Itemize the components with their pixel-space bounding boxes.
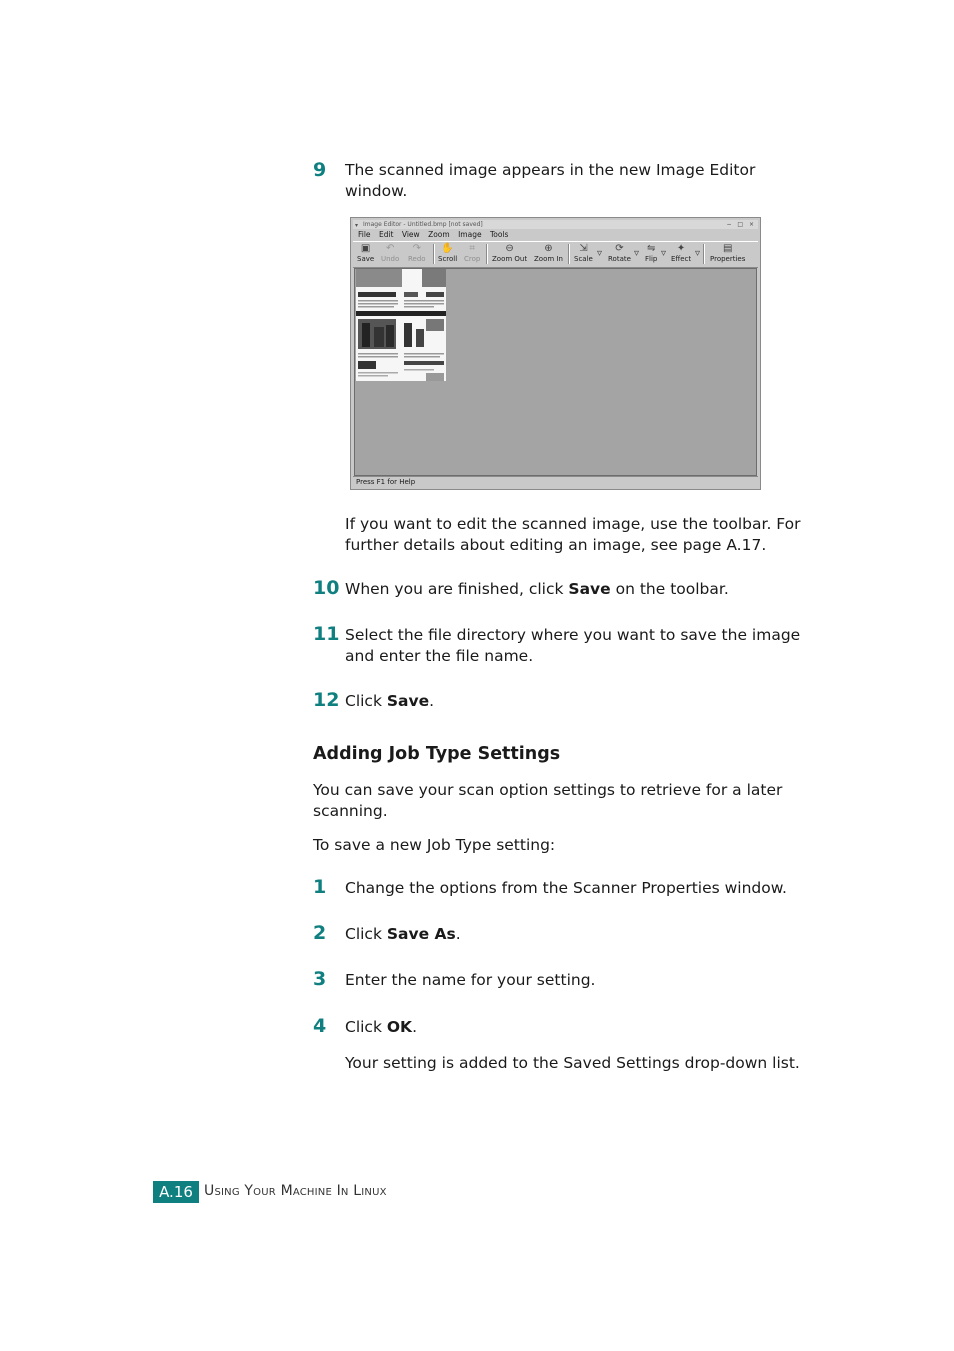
crop-icon: ⌗: [469, 243, 475, 254]
toolbar-separator: [433, 244, 435, 264]
window-menu-icon[interactable]: ▾: [355, 222, 359, 229]
step-number: 12: [313, 689, 340, 711]
redo-icon: ↷: [412, 243, 421, 254]
undo-button[interactable]: ↶ Undo: [381, 243, 400, 263]
scale-button[interactable]: ⇲ Scale: [574, 243, 593, 263]
editor-toolbar: [353, 241, 758, 268]
redo-button[interactable]: ↷ Redo: [408, 243, 426, 263]
step-text: Click Save.: [345, 692, 435, 710]
menu-tools[interactable]: Tools: [489, 230, 509, 239]
menu-zoom[interactable]: Zoom: [428, 230, 450, 239]
toolbar-separator: [486, 244, 488, 264]
effect-icon: ✦: [676, 243, 686, 254]
section-heading: Adding Job Type Settings: [313, 744, 561, 764]
menu-image[interactable]: Image: [458, 230, 482, 239]
image-canvas[interactable]: [354, 268, 757, 476]
crop-button[interactable]: ⌗ Crop: [464, 243, 481, 263]
step-text: The scanned image appears in the new Image Editor window.: [345, 161, 756, 200]
step-text: Enter the name for your setting.: [345, 971, 596, 989]
flip-button[interactable]: ⇋ Flip: [645, 243, 658, 263]
section-paragraph: You can save your scan option settings to retrieve for a later scanning.: [313, 781, 783, 820]
status-bar: Press F1 for Help: [353, 476, 758, 488]
image-editor-window: [350, 217, 761, 490]
chevron-down-icon: ▿: [695, 248, 701, 259]
step-text: Click OK.: [345, 1018, 417, 1036]
undo-icon: ↶: [385, 243, 395, 254]
menu-file[interactable]: File: [358, 230, 371, 239]
menu-bar: [353, 229, 758, 240]
menu-view[interactable]: View: [401, 230, 420, 239]
hand-icon: ✋: [441, 243, 454, 254]
chevron-down-icon: ▿: [661, 248, 667, 259]
step-text: Select the file directory where you want to save the image and enter the file name.: [345, 626, 801, 665]
rotate-dropdown[interactable]: [634, 248, 639, 260]
zoom-in-button[interactable]: ⊕ Zoom In: [534, 243, 563, 263]
save-button[interactable]: ▣ Save: [357, 243, 375, 263]
scale-icon: ⇲: [579, 243, 588, 254]
step-text: When you are finished, click Save on the toolbar.: [345, 580, 729, 598]
step-text: Change the options from the Scanner Properties window.: [345, 879, 787, 897]
zoom-in-icon: ⊕: [544, 243, 553, 254]
step-number: 9: [313, 159, 327, 181]
chevron-down-icon: ▿: [634, 248, 640, 259]
toolbar-separator: [568, 244, 570, 264]
rotate-button[interactable]: ⟳ Rotate: [608, 243, 631, 263]
properties-icon: ▤: [722, 243, 733, 254]
flip-icon: ⇋: [646, 243, 656, 254]
chapter-title: Using Your Machine In Linux: [204, 1183, 387, 1199]
final-note: Your setting is added to the Saved Settings drop-down list.: [345, 1054, 800, 1072]
page-number: A.16: [153, 1181, 199, 1203]
scroll-button[interactable]: ✋ Scroll: [438, 243, 458, 263]
scanned-image: [356, 269, 446, 381]
flip-dropdown[interactable]: [661, 248, 666, 260]
effect-dropdown[interactable]: [695, 248, 700, 260]
window-titlebar: [353, 220, 758, 229]
rotate-icon: ⟳: [615, 243, 624, 254]
zoom-out-icon: ⊖: [505, 243, 514, 254]
toolbar-separator: [703, 244, 705, 264]
scanned-image-graphic: [356, 269, 446, 381]
step-number: 2: [313, 922, 327, 944]
effect-button[interactable]: ✦ Effect: [671, 243, 692, 263]
chevron-down-icon: ▿: [597, 248, 603, 259]
step-number: 10: [313, 577, 340, 599]
properties-button[interactable]: ▤ Properties: [710, 243, 746, 263]
menu-edit[interactable]: Edit: [378, 230, 394, 239]
step-number: 1: [313, 876, 327, 898]
floppy-icon: ▣: [360, 243, 371, 254]
section-paragraph: To save a new Job Type setting:: [313, 836, 556, 854]
scale-dropdown[interactable]: [597, 248, 602, 260]
step-number: 3: [313, 968, 327, 990]
step-number: 4: [313, 1015, 327, 1037]
zoom-out-button[interactable]: ⊖ Zoom Out: [492, 243, 528, 263]
edit-paragraph: If you want to edit the scanned image, use the toolbar. For further details about editing an image, see page A.17.: [345, 515, 801, 554]
window-title: Image Editor - Untitled.bmp [not saved]: [363, 221, 483, 228]
step-number: 11: [313, 623, 340, 645]
step-text: Click Save As.: [345, 925, 461, 943]
window-controls[interactable]: − □ ×: [726, 221, 756, 228]
